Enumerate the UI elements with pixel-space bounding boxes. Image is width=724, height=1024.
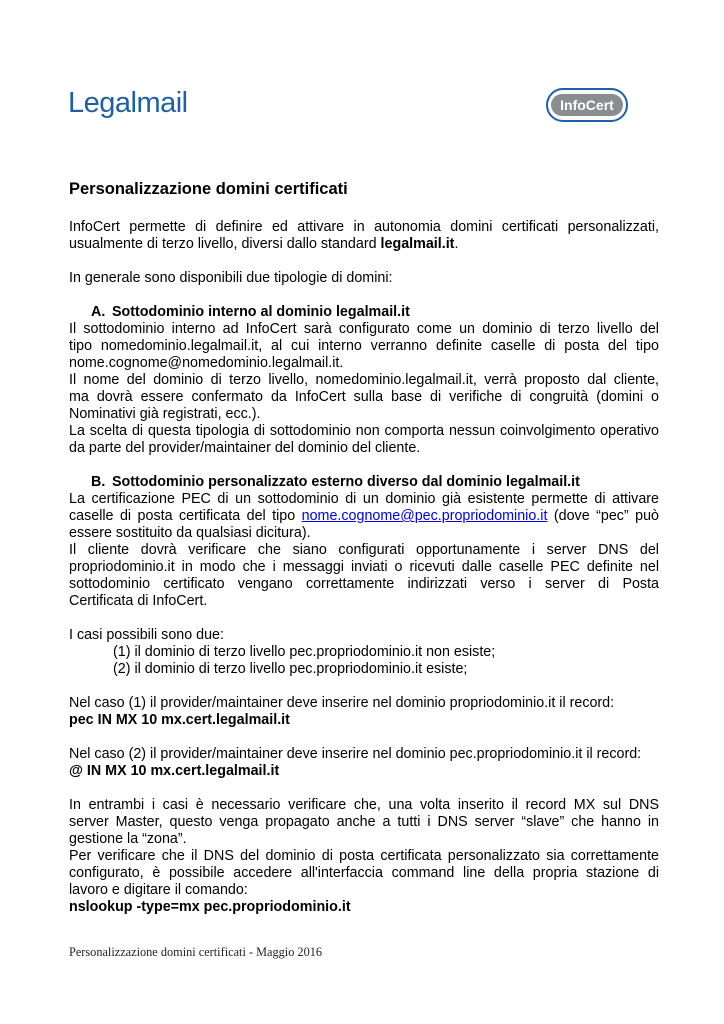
section-b-line: sottodominio certificato vengano correttamente indirizzati verso i server di Posta <box>69 576 659 592</box>
section-a-heading: A. Sottodominio interno al dominio legalmail.it <box>91 304 410 320</box>
intro-bold-domain: legalmail.it <box>380 236 455 252</box>
section-a-line: Nominativi già registrati, ecc.). <box>69 406 261 422</box>
section-a-line: La scelta di questa tipologia di sottodominio non comporta nessun coinvolgimento operativo <box>69 423 659 439</box>
section-a-line: ma dovrà essere confermato da InfoCert sulla base di verifiche di congruità (domini o <box>69 389 659 405</box>
infocert-logo-text: InfoCert <box>560 97 614 113</box>
infocert-logo <box>546 88 628 122</box>
intro-line-1: InfoCert permette di definire ed attivare in autonomia domini certificati personalizzati, <box>69 219 659 235</box>
section-a-line: Il nome del dominio di terzo livello, nomedominio.legalmail.it, verrà proposto dal cliente, <box>69 372 659 388</box>
intro-line-2: usualmente di terzo livello, diversi dallo standard legalmail.it. <box>69 236 459 252</box>
page-title: Personalizzazione domini certificati <box>69 180 348 198</box>
legalmail-logo <box>68 82 208 132</box>
section-a-line: da parte del provider/maintainer del dominio del cliente. <box>69 440 421 456</box>
closing-line: server Master, questo venga propagato anche a tutti i DNS server “slave” che hanno in <box>69 814 659 830</box>
page-footer: Personalizzazione domini certificati - Maggio 2016 <box>69 945 323 959</box>
closing-line: gestione la “zona”. <box>69 831 187 847</box>
closing-line: Per verificare che il DNS del dominio di posta certificata personalizzato sia correttamente <box>69 848 659 864</box>
section-b-line: essere sostituito da qualsiasi dicitura). <box>69 525 311 541</box>
section-a-line: Il sottodominio interno ad InfoCert sarà configurato come un dominio di terzo livello del <box>69 321 659 337</box>
closing-line: lavoro e digitare il comando: <box>69 882 248 898</box>
section-b-line: Certificata di InfoCert. <box>69 593 208 609</box>
cases-intro: I casi possibili sono due: <box>69 627 224 643</box>
section-a-line: tipo nomedominio.legalmail.it, al cui interno verranno definite caselle di posta del tipo <box>69 338 659 354</box>
section-b-line: propriodominio.it in modo che i messaggi inviati o ricevuti dalle caselle PEC definite nel <box>69 559 659 575</box>
section-a-line: nome.cognome@nomedominio.legalmail.it. <box>69 355 344 371</box>
record-1-text: Nel caso (1) il provider/maintainer deve inserire nel dominio propriodominio.it il record: <box>69 695 615 711</box>
closing-line: configurato, è possibile accedere all'interfaccia command line della propria stazione di <box>69 865 659 881</box>
document-body <box>69 219 659 916</box>
general-paragraph: In generale sono disponibili due tipologie di domini: <box>69 270 393 286</box>
case-2: (2) il dominio di terzo livello pec.propriodominio.it esiste; <box>113 661 468 677</box>
record-2-text: Nel caso (2) il provider/maintainer deve inserire nel dominio pec.propriodominio.it il record: <box>69 746 642 762</box>
section-b-heading: B. Sottodominio personalizzato esterno diverso dal dominio legalmail.it <box>91 474 580 490</box>
section-b-line: caselle di posta certificata del tipo nome.cognome@pec.propriodominio.it (dove “pec” può <box>69 508 659 524</box>
section-b-line: La certificazione PEC di un sottodominio di un dominio già esistente permette di attivare <box>69 491 659 507</box>
closing-line: In entrambi i casi è necessario verificare che, una volta inserito il record MX sul DNS <box>69 797 659 813</box>
section-b-line: Il cliente dovrà verificare che siano configurati opportunamente i server DNS del <box>69 542 659 558</box>
record-1-value: pec IN MX 10 mx.cert.legalmail.it <box>69 712 290 728</box>
example-email-link[interactable]: nome.cognome@pec.propriodominio.it <box>301 508 548 524</box>
nslookup-command: nslookup -type=mx pec.propriodominio.it <box>69 899 351 915</box>
record-2-value: @ IN MX 10 mx.cert.legalmail.it <box>69 763 280 779</box>
case-1: (1) il dominio di terzo livello pec.propriodominio.it non esiste; <box>113 644 496 660</box>
legalmail-logo-text: Legalmail <box>68 87 188 119</box>
